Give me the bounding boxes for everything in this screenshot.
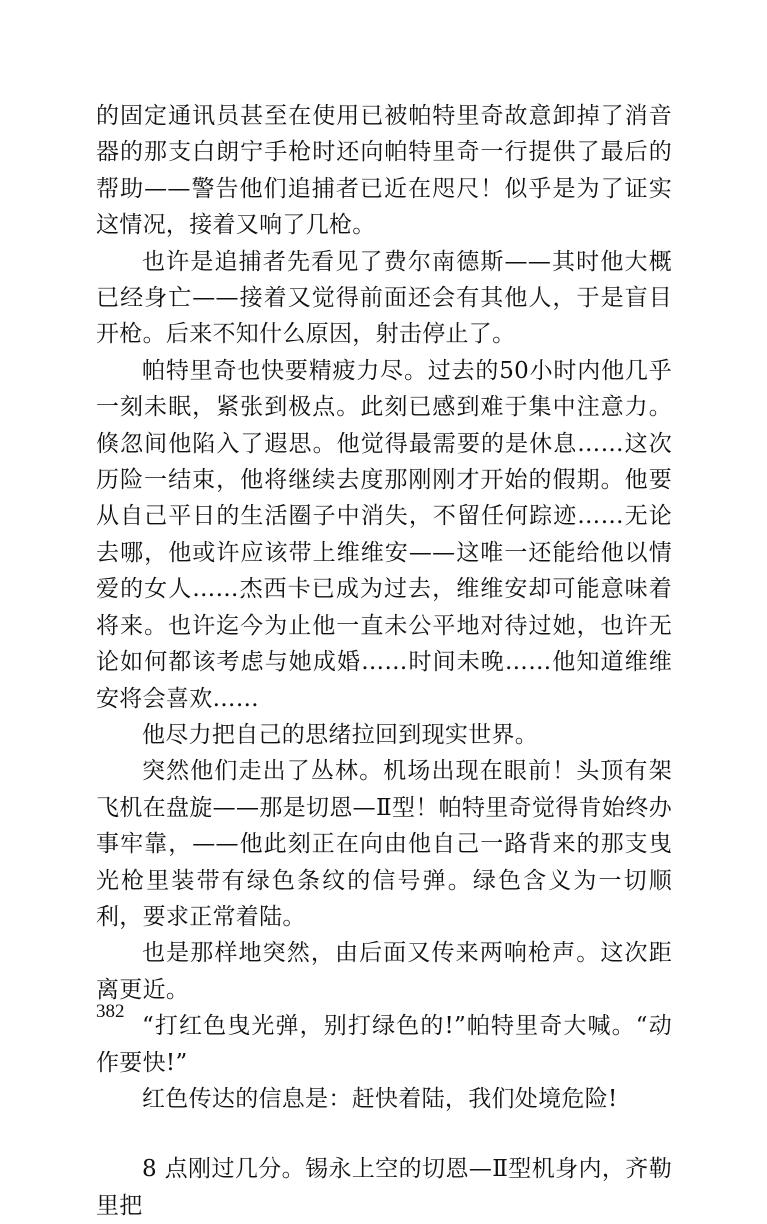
paragraph-5: 突然他们走出了丛林。机场出现在眼前！头顶有架飞机在盘旋——那是切恩—Ⅱ型！帕特里奇觉得肯始终办事牢靠，——他此刻正在向由他自己一路背来的那支曳光枪里装带有绿色条纹的信号弹。绿色含义为一切顺利，要求正常着陆。 bbox=[96, 758, 672, 930]
paragraph-7: “打红色曳光弹，别打绿色的!”帕特里奇大喊。“动作要快!” bbox=[96, 1013, 672, 1076]
paragraph-9: 8 点刚过几分。锡永上空的切恩—Ⅱ型机身内，齐勒里把 bbox=[96, 1156, 672, 1219]
paragraph-1: 的固定通讯员甚至在使用已被帕特里奇故意卸掉了消音器的那支白朗宁手枪时还向帕特里奇一行提供了最后的帮助——警告他们追捕者已近在咫尺！似乎是为了证实这情况，接着又响了几枪。 bbox=[96, 103, 672, 239]
paragraph-6: 也是那样地突然，由后面又传来两响枪声。这次距离更近。 bbox=[96, 940, 672, 1003]
paragraph-4: 他尽力把自己的思绪拉回到现实世界。 bbox=[142, 721, 539, 748]
paragraph-3: 帕特里奇也快要精疲力尽。过去的50小时内他几乎一刻未眠，紧张到极点。此刻已感到难于集中注意力。倏忽间他陷入了遐思。他觉得最需要的是休息……这次历险一结束，他将继续去度那刚刚才开始的假期。他要从自己平日的生活圈子中消失，不留任何踪迹……无论去哪，他或许应该带上维维安——这唯一还能给他以情爱的女人……杰西卡已成为过去，维维安却可能意味着将来。也许迄今为止他一直未公平地对待过她，也许无论如何都该考虑与她成婚……时间未晚……他知道维维安将会喜欢…… bbox=[96, 357, 672, 712]
page-number: 382 bbox=[96, 1001, 125, 1022]
page-body bbox=[96, 98, 672, 1224]
section-break bbox=[96, 1117, 672, 1151]
paragraph-2: 也许是追捕者先看见了费尔南德斯——其时他大概已经身亡——接着又觉得前面还会有其他人，于是盲目开枪。后来不知什么原因，射击停止了。 bbox=[96, 248, 672, 348]
paragraph-8: 红色传达的信息是：赶快着陆，我们处境危险! bbox=[142, 1085, 618, 1112]
